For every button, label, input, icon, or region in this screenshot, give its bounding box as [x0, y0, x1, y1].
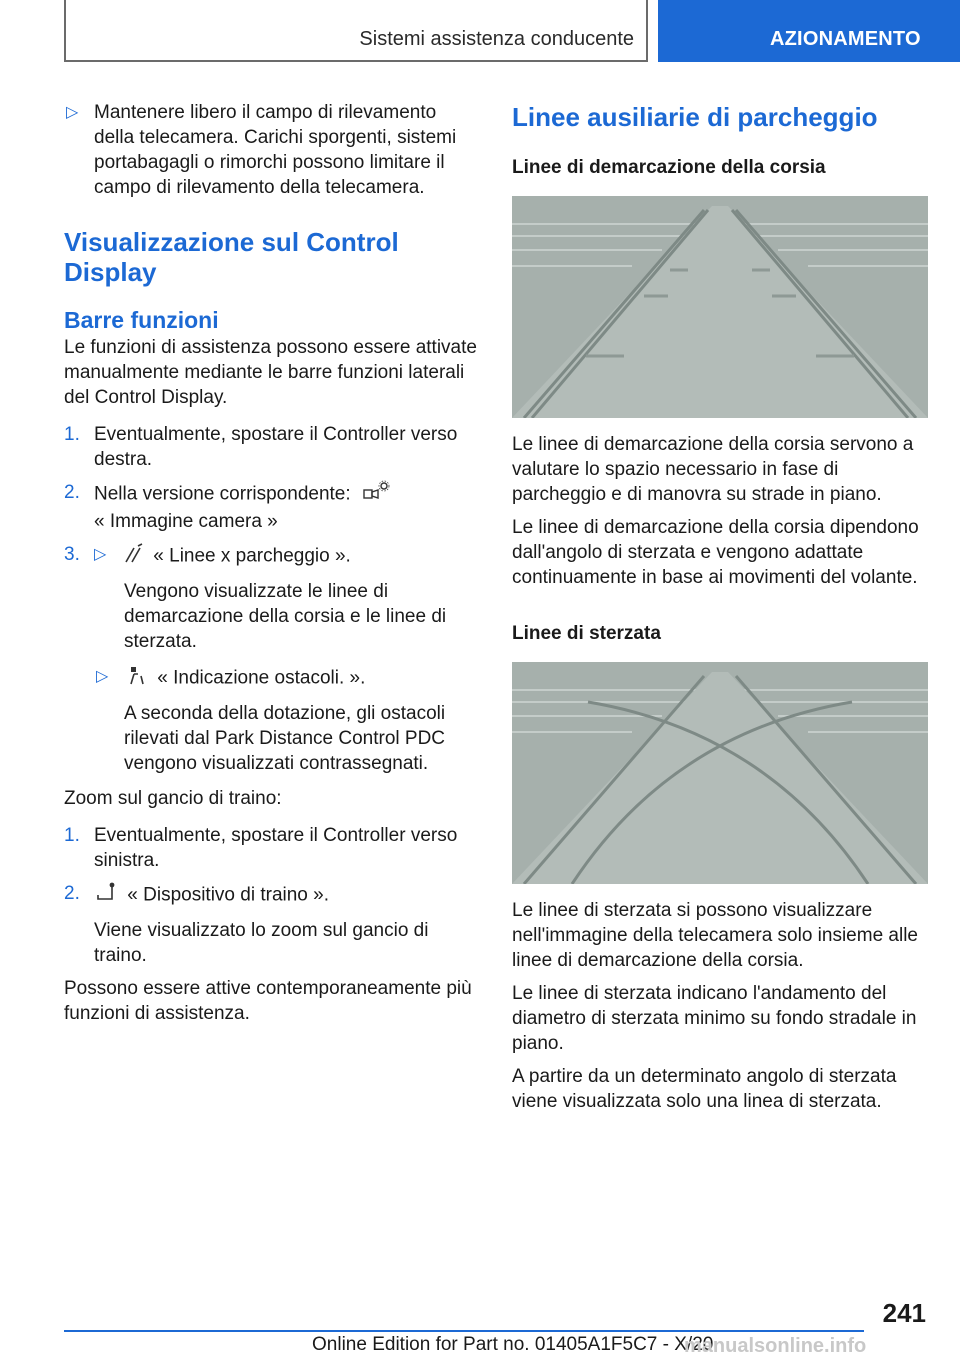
- intro-paragraph: Le funzioni di assistenza possono essere attivate manualmente mediante le barre funzioni laterali del Control Display.: [64, 337, 477, 408]
- step-subtext: Vengono visualizzate le linee di demarcazione della corsia e le linee di sterzata.: [124, 581, 447, 652]
- camera-gear-icon: [360, 480, 390, 509]
- triangle-bullet-icon: ▷: [66, 104, 79, 121]
- page-number: 241: [882, 1298, 926, 1328]
- step-subtext: Viene visualizzato lo zoom sul gancio di traino.: [94, 920, 429, 966]
- obstacle-marking-icon: [128, 664, 148, 693]
- step-text: Eventualmente, spostare il Controller verso destra.: [94, 424, 458, 470]
- triangle-bullet-icon: ▷: [96, 668, 109, 685]
- zoom-paragraph: Zoom sul gancio di traino:: [64, 788, 282, 809]
- subsection-heading: Barre funzioni: [64, 307, 219, 333]
- steering-lines-figure: [512, 662, 928, 884]
- paragraph: A partire da un determinato angolo di sterzata viene visualizzata solo una linea di sterzata.: [512, 1066, 897, 1112]
- step-text: Nella versione corrispondente:: [94, 483, 351, 505]
- left-column: [64, 100, 480, 1026]
- tow-hitch-icon: [94, 881, 118, 910]
- step-text: « Dispositivo di traino ».: [127, 884, 329, 906]
- step-item: [64, 480, 480, 534]
- section-title: Sistemi assistenza conducente: [359, 28, 634, 50]
- step-item: [64, 881, 480, 968]
- right-column: [512, 100, 928, 1114]
- step-item: [64, 422, 480, 472]
- step-text-b: « Immagine camera »: [94, 511, 278, 532]
- sub-bullet-subtext: A seconda della dotazione, gli ostacoli rilevati dal Park Distance Control PDC vengono visualizzati contrassegnati.: [124, 703, 446, 774]
- section-header-box: [64, 0, 648, 62]
- page-header: [0, 0, 960, 66]
- section-heading: Linee ausiliarie di parcheggio: [512, 102, 878, 132]
- parking-lines-icon: [124, 542, 144, 571]
- step-item: [64, 542, 480, 654]
- step-number: 3.: [64, 544, 80, 565]
- paragraph: Le linee di sterzata si possono visualizzare nell'immagine della telecamera solo insieme alle linee di demarcazione della corsia.: [512, 900, 918, 971]
- step-number: 2.: [64, 482, 80, 503]
- subsection-heading: Linee di demarcazione della corsia: [512, 157, 826, 178]
- sub-bullet-text: « Indicazione ostacoli. ».: [157, 667, 366, 689]
- edition-text: Online Edition for Part no. 01405A1F5C7 - X/20: [312, 1334, 714, 1355]
- step-item: [64, 823, 480, 873]
- triangle-bullet-icon: ▷: [94, 546, 107, 563]
- bullet-intro-text: Mantenere libero il campo di rilevamento della telecamera. Carichi sporgenti, sistemi portabagagli o rimorchi possono limitare il campo di rilevamento della telecamera.: [94, 102, 457, 198]
- subsection-heading: Linee di sterzata: [512, 623, 661, 644]
- step-text: « Linee x parcheggio ».: [153, 545, 351, 567]
- footer-divider: [64, 1330, 864, 1332]
- section-heading: Visualizzazione sul Control Display: [64, 227, 399, 287]
- paragraph: Le linee di demarcazione della corsia dipendono dall'angolo di sterzata e vengono adattate continuamente in base ai movimenti del volante.: [512, 517, 919, 588]
- step-number: 2.: [64, 883, 80, 904]
- step-number: 1.: [64, 825, 80, 846]
- bullet-intro: [64, 100, 480, 200]
- step-number: 1.: [64, 424, 80, 445]
- paragraph: Le linee di sterzata indicano l'andamento del diametro di sterzata minimo su fondo stradale in piano.: [512, 983, 917, 1054]
- chapter-tab: AZIONAMENTO: [658, 0, 960, 62]
- closing-paragraph: Possono essere attive contemporaneamente più funzioni di assistenza.: [64, 978, 472, 1024]
- paragraph: Le linee di demarcazione della corsia servono a valutare lo spazio necessario in fase di parcheggio e di manovra su strade in piano.: [512, 434, 914, 505]
- sub-bullet: [64, 664, 480, 776]
- watermark: manualsonline.info: [684, 1335, 867, 1357]
- step-text: Eventualmente, spostare il Controller verso sinistra.: [94, 825, 458, 871]
- lane-lines-figure: [512, 196, 928, 418]
